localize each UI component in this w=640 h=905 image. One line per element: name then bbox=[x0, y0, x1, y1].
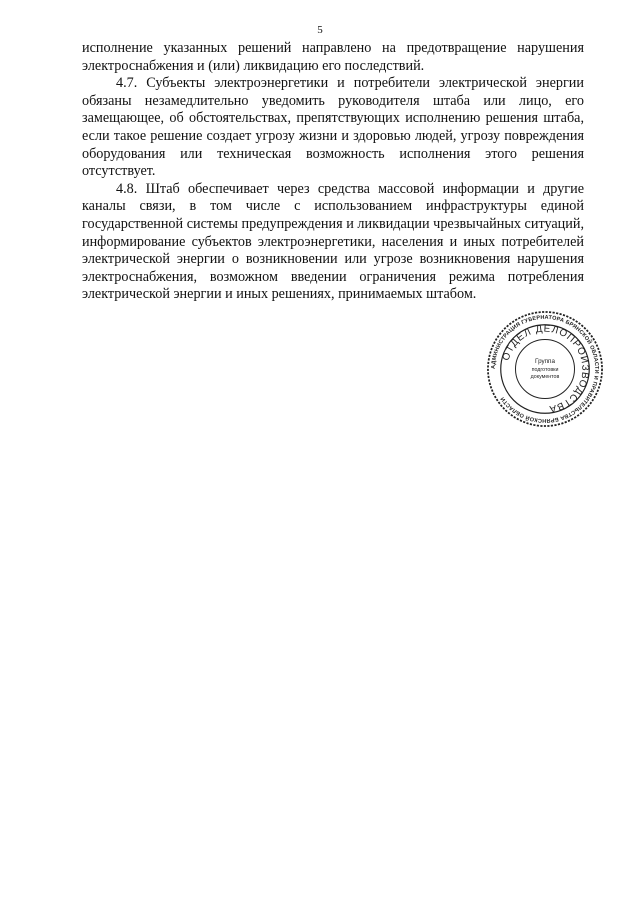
document-body bbox=[82, 40, 584, 304]
stamp-inner-text: ОТДЕЛ ДЕЛОПРОИЗВОДСТВА bbox=[500, 323, 591, 415]
stamp-center-line-3: документов bbox=[530, 373, 560, 380]
stamp-center-line-1: Группа bbox=[535, 358, 555, 366]
page-number: 5 bbox=[317, 24, 323, 36]
stamp-center-line-2: подготовки bbox=[531, 366, 559, 373]
paragraph-4-7: 4.7. Субъекты электроэнергетики и потребители электрической энергии обязаны незамедлительно уведомить руководителя штаба или лицо, его замещающее, об обстоятельствах, препятствующих исполнению решения штаба, если такое решение создает угрозу жизни и здоровью людей, угрозу повреждения оборудования или техническая возможность исполнения этого решения отсутствует. bbox=[82, 75, 584, 180]
stamp-seal-icon bbox=[486, 310, 604, 428]
department-stamp bbox=[486, 310, 604, 428]
paragraph-4-8: 4.8. Штаб обеспечивает через средства массовой информации и другие каналы связи, в том числе с использованием инфраструктуры единой государственной системы предупреждения и ликвидации чрезвычайных ситуаций, информирование субъектов электроэнергетики, населения и иных потребителей электрической энергии о возникновении или угрозе возникновения нарушения электроснабжения, возможном введении ограничения режима потребления электрической энергии и иных решениях, принимаемых штабом. bbox=[82, 180, 584, 303]
paragraph-continuation: исполнение указанных решений направлено на предотвращение нарушения электроснабжения и (или) ликвидацию его последствий. bbox=[82, 40, 584, 74]
stamp-outer-text: АДМИНИСТРАЦИЯ ГУБЕРНАТОРА БРЯНСКОЙ ОБЛАСТИ И ПРАВИТЕЛЬСТВА БРЯНСКОЙ ОБЛАСТИ bbox=[490, 314, 600, 424]
